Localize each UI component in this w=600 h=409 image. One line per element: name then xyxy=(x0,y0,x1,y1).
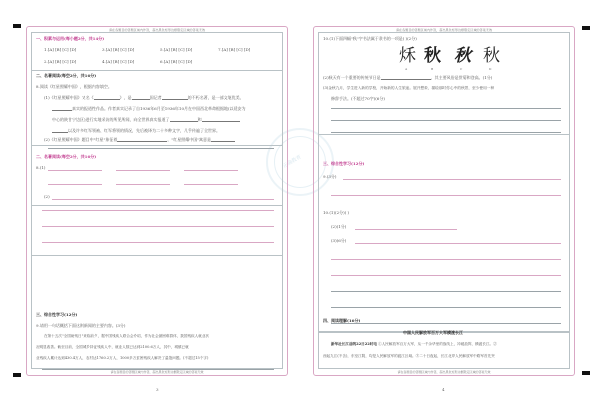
text: 的不朽名著，是一部文笔优美、 xyxy=(187,95,244,100)
blank-field[interactable] xyxy=(52,129,68,133)
text: 中心的陕甘宁边区)进行实地采访的所见所闻，向全世界真实报道了 xyxy=(52,117,170,122)
section-title: 二、名著阅读(每空2分，共16分) xyxy=(36,154,97,159)
choice-q4[interactable]: 4.[A] [B] [C] [D] xyxy=(102,59,135,64)
text: 国记者 xyxy=(149,95,162,100)
choice-q1[interactable]: 1.[A] [B] [C] [D] xyxy=(44,47,77,52)
choice-q3[interactable]: 3.[A] [B] [C] [D] xyxy=(102,47,135,52)
answer-line[interactable] xyxy=(331,195,561,196)
answer-line[interactable] xyxy=(331,323,561,324)
question-label: (2) xyxy=(44,194,50,199)
section-integrated-learning-answers xyxy=(319,158,569,332)
question-8-2 xyxy=(44,137,235,142)
blank-field[interactable] xyxy=(94,96,120,100)
answer-line[interactable] xyxy=(331,120,561,121)
page-footer-note: 请在各题目的答题区域内作答，超出黑色矩形边框限定区域的答案无效 xyxy=(397,370,491,374)
text: ①人民解放军百万大军，从一千余华里的战线上，冲破敌阵，横渡长江。② xyxy=(378,342,497,346)
section-question-10 xyxy=(319,33,569,135)
question-10-3-cont: 修辞手法。(不超过70字)(6分) xyxy=(331,96,385,101)
question-8-1-line2 xyxy=(52,106,246,111)
answer-line[interactable] xyxy=(331,275,561,276)
text: 真实的报道性作品。作者真实记录了自1936年6月至1936年10月在中国西北革命根据地(以延安为 xyxy=(72,106,246,111)
question-10-1: 10.(1)下面四幅"秋"字书法属于隶书的一项是( )(2分) xyxy=(323,36,417,41)
text: (2)秋天有一个重要的传统节日是 xyxy=(323,75,381,80)
option-label-c: C xyxy=(460,67,463,71)
text: 和 xyxy=(197,117,202,122)
blank-field[interactable] xyxy=(381,76,431,80)
text: ，其主要风俗是赏菊和登高。(1分) xyxy=(430,75,493,80)
section-title: 二、名著阅读(每空2分，共16分) xyxy=(36,73,97,78)
article-title: 中国人民解放军百万大军横渡长江 xyxy=(403,330,463,335)
question-label: 8.(1) xyxy=(36,165,46,170)
answer-line[interactable] xyxy=(355,243,561,244)
section-reading-comprehension xyxy=(319,318,569,372)
section-integrated-learning xyxy=(32,256,282,372)
article-paragraph: 西起九江(不含)，东至江阴，均是人民解放军的渡江区域。③二十日夜起，长江北岸人民解放军中路军首先突 xyxy=(323,354,495,358)
text: ，"红星照耀中国"寓意是 xyxy=(167,137,212,142)
answer-line[interactable] xyxy=(331,259,561,260)
question-10-3-label: (3)(6分) xyxy=(331,238,347,243)
page-header-note: 请在各题目的答题区域内作答，超出黑色矩形边框限定区域的答案无效 xyxy=(108,28,206,32)
choice-q7[interactable]: 7.[A] [B] [C] [D] xyxy=(218,47,251,52)
section-title: 三、综合性学习(12分) xyxy=(36,312,78,317)
answer-line[interactable] xyxy=(42,210,274,211)
calligraphy-option-b: 秋 xyxy=(424,46,441,66)
section-title: 四、阅读理解(16分) xyxy=(323,318,361,323)
section-title: 三、综合性学习(12分) xyxy=(323,161,365,166)
question-8-1-line1 xyxy=(44,95,244,100)
blank-field[interactable] xyxy=(117,138,167,142)
question-8-1-line3 xyxy=(52,117,240,122)
news-text: 业残疾人累计达到430.4万人，农村达1760.2万人，1000多万贫困残疾人解决了温饱问题。(不超过15个字) xyxy=(36,356,209,360)
page-number: 4 xyxy=(442,387,445,392)
question-10-2 xyxy=(323,75,492,80)
question-8-prompt: 8.阅读《红星照耀中国》，根据内容填空。 xyxy=(36,84,112,89)
answer-line[interactable] xyxy=(355,229,457,230)
answer-line[interactable] xyxy=(331,291,561,292)
page-footer-note: 请在各题目的答题区域内作答，超出黑色矩形边框限定区域的答案无效 xyxy=(110,370,204,374)
page-number: 3 xyxy=(156,387,159,392)
blank-field[interactable] xyxy=(211,138,235,142)
question-9-prompt: 9.请用一句话概括下面这则新闻的主要内容。(3分) xyxy=(36,323,126,328)
question-9-label: 9.(3分) xyxy=(323,174,337,179)
article-paragraph xyxy=(331,342,497,347)
section-book-reading xyxy=(32,71,282,146)
text: 》，是 xyxy=(119,95,132,100)
question-10-2-label: (2)(1分) xyxy=(331,224,347,229)
choice-q6[interactable]: 6.[A] [B] [C] [D] xyxy=(160,59,193,64)
option-label-d: D xyxy=(489,67,492,71)
blank-field[interactable] xyxy=(202,118,240,122)
answer-area xyxy=(318,32,570,369)
question-10-3: (3)金秋九月，学生进入新的学校，开始新的人生旅途。展开想象，描绘那时你心中的秋景，至少使用一种 xyxy=(323,86,495,90)
option-label-b: B xyxy=(431,67,434,71)
option-label-a: A xyxy=(405,67,408,71)
registration-mark xyxy=(13,373,21,377)
calligraphy-option-a: 秌 xyxy=(399,46,416,66)
registration-mark xyxy=(582,371,590,375)
section-extra-lines xyxy=(32,206,282,256)
section-choice xyxy=(32,33,282,71)
blank-field[interactable] xyxy=(162,96,188,100)
registration-mark xyxy=(13,24,21,28)
answer-line[interactable] xyxy=(184,184,238,185)
answer-sheet-page-3 xyxy=(26,26,288,376)
answer-sheet-page-4 xyxy=(313,26,575,376)
question-8-1-line4 xyxy=(52,128,220,133)
answer-line[interactable] xyxy=(42,242,274,243)
answer-line[interactable] xyxy=(48,184,102,185)
answer-line[interactable] xyxy=(331,307,561,308)
calligraphy-option-d: 秋 xyxy=(483,46,500,66)
calligraphy-option-c: 秋 xyxy=(454,46,471,66)
choice-q5[interactable]: 5.[A] [B] [C] [D] xyxy=(160,47,193,52)
blank-field[interactable] xyxy=(170,118,198,122)
answer-line[interactable] xyxy=(52,199,274,200)
news-text: 在第十五次"全国助残日"来临前夕，据中国残疾人联合会介绍，作为社会最困难群体，我国残疾人就业状 xyxy=(44,334,210,338)
registration-mark xyxy=(582,26,590,30)
answer-line[interactable] xyxy=(331,132,561,133)
answer-line[interactable] xyxy=(48,148,274,149)
answer-line[interactable] xyxy=(48,170,102,171)
section-title: 一、积累与运用(每小题2分，共14分) xyxy=(36,36,105,41)
answer-line[interactable] xyxy=(116,170,170,171)
news-text: 况明显改善。截至目前，全国城乡持证残疾人中，就业人数已达到2100.6万人，其中，城镇已就 xyxy=(36,345,189,349)
choice-q2[interactable]: 2.[A] [B] [C] [D] xyxy=(44,59,77,64)
answer-line[interactable] xyxy=(42,226,274,227)
question-10-1-label[interactable]: 10.(1)(2分)( ) xyxy=(323,210,350,215)
section-book-reading-answers xyxy=(32,146,282,206)
watermark-text: 正确教育 xyxy=(282,154,303,170)
answer-line[interactable] xyxy=(184,170,238,171)
blank-field[interactable] xyxy=(132,96,150,100)
answer-area xyxy=(31,32,283,369)
page-header-note: 请在各题目的答题区域内作答，超出黑色矩形边框限定区域的答案无效 xyxy=(395,28,493,32)
text: 以及许多红军领袖、红军将领的情况，先后被译为二十多种文字，几乎传遍了全世界。 xyxy=(68,128,220,133)
answer-line[interactable] xyxy=(343,179,561,180)
text: (2)《红星照耀中国》题目中"红星"象征着 xyxy=(44,137,118,142)
text: (1)《红星照耀中国》又名《 xyxy=(44,95,94,100)
answer-line[interactable] xyxy=(116,184,170,185)
article-lead: 新华社长江前线22日22时电 xyxy=(331,342,377,346)
answer-line[interactable] xyxy=(331,108,561,109)
blank-field[interactable] xyxy=(52,107,72,111)
